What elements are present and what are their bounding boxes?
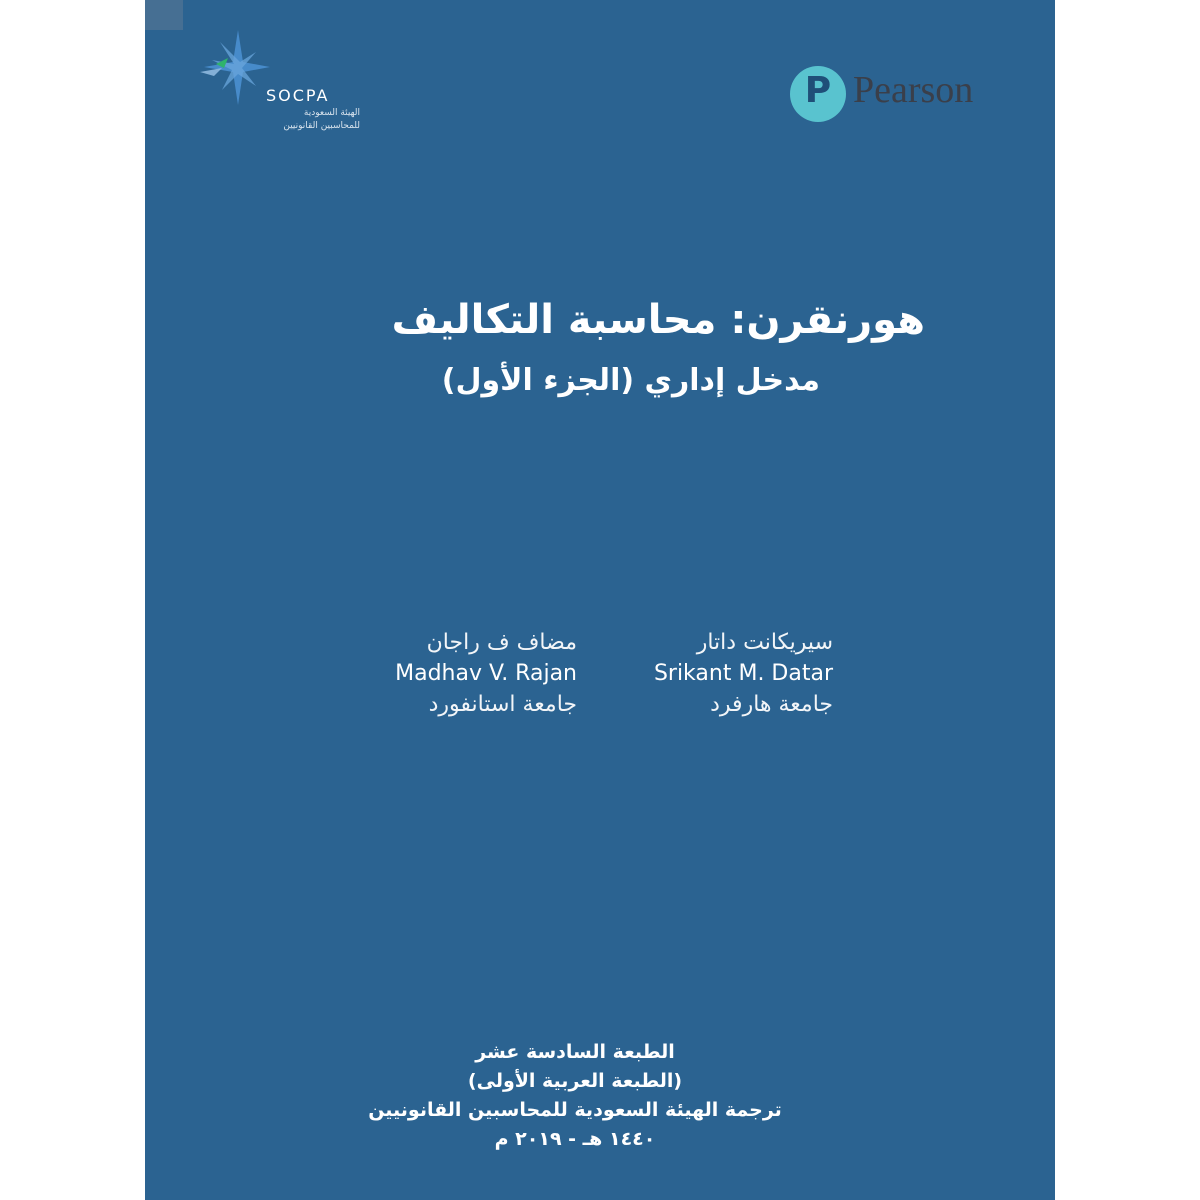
author-university: جامعة استانفورد: [428, 692, 577, 717]
socpa-logo: [200, 30, 370, 145]
pearson-logo: [790, 64, 1010, 124]
author-english-name: Srikant M. Datar: [653, 661, 833, 686]
translation-credit: ترجمة الهيئة السعودية للمحاسبين القانونيين: [368, 1099, 782, 1121]
edition-arabic-line: (الطبعة العربية الأولى): [467, 1070, 683, 1092]
book-cover: [145, 0, 1055, 1200]
pearson-wordmark: Pearson: [853, 69, 974, 111]
publication-year: ١٤٤٠ هـ - ٢٠١٩ م: [494, 1128, 656, 1150]
corner-mark: [145, 0, 183, 30]
pearson-badge-icon: [790, 66, 846, 122]
socpa-arabic-line-2: للمحاسبين القانونيين: [283, 121, 360, 131]
pearson-badge-letter: P: [804, 70, 832, 111]
author-rajan: [317, 628, 577, 720]
author-arabic-name: مضاف ف راجان: [426, 630, 577, 655]
book-subtitle: مدخل إداري (الجزء الأول): [441, 363, 820, 398]
author-arabic-name: سيريكانت داتار: [696, 630, 833, 655]
author-datar: [573, 628, 833, 720]
edition-info: [295, 1038, 855, 1154]
author-english-name: Madhav V. Rajan: [395, 661, 577, 686]
socpa-arabic-line-1: الهيئة السعودية: [303, 108, 360, 118]
author-university: جامعة هارفرد: [710, 692, 833, 717]
edition-line: الطبعة السادسة عشر: [475, 1041, 675, 1063]
book-title: هورنقرن: محاسبة التكاليف: [391, 297, 925, 343]
star-compass-icon: [200, 30, 270, 105]
socpa-name: SOCPA: [266, 86, 330, 105]
